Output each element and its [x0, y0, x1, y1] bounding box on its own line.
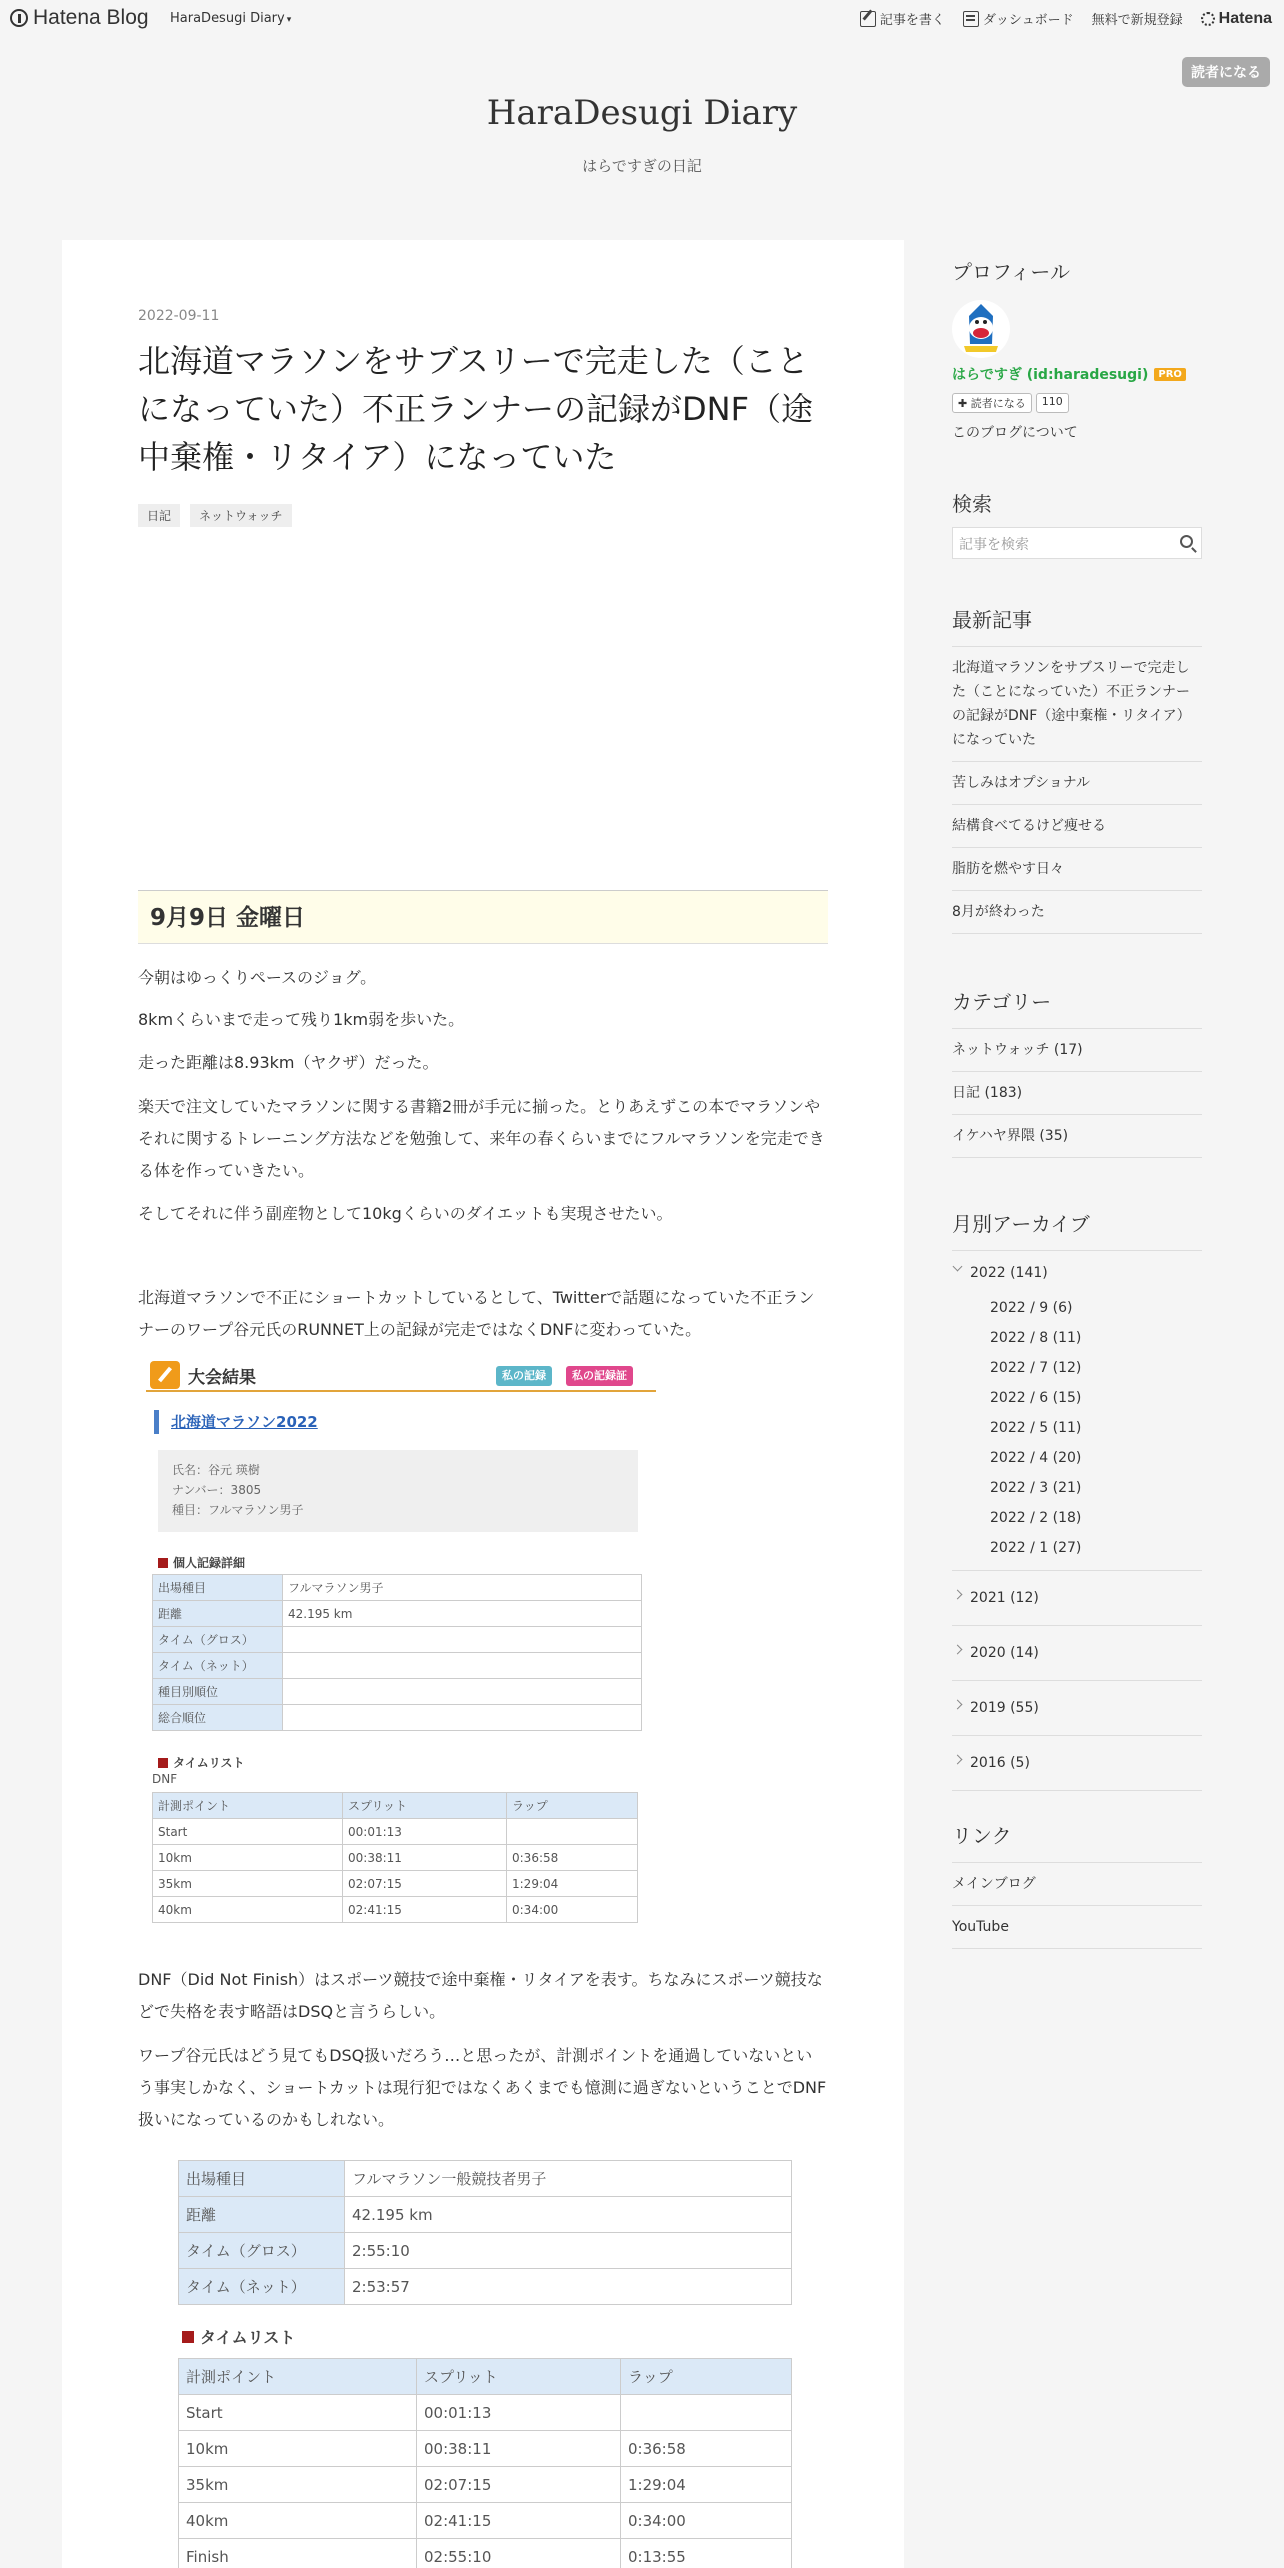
cell: 02:07:15 [343, 1871, 507, 1897]
detail-label: 総合順位 [153, 1705, 283, 1731]
category-list [952, 1028, 1202, 1158]
dashboard-icon [963, 11, 979, 27]
search-input[interactable] [952, 527, 1202, 559]
chevron-right-icon[interactable] [953, 1645, 963, 1655]
search-placeholder: 記事を検索 [959, 537, 1029, 553]
race-name: 北海道マラソン2022 [154, 1410, 318, 1434]
category-link[interactable]: ネットウォッチ (17) [952, 1028, 1202, 1071]
archive-year-link[interactable] [952, 1253, 1202, 1293]
entry-title[interactable]: 北海道マラソンをサブスリーで完走した（ことになっていた）不正ランナーの記録がDNF（途中棄権・リタイア）になっていた [138, 342, 813, 476]
detail-table [152, 1574, 642, 1731]
detail-value [283, 1627, 642, 1653]
archive-title: 月別アーカイブ [952, 1212, 1090, 1236]
cell: 00:01:13 [343, 1819, 507, 1845]
archive-month-link[interactable]: 2022 / 1 (27) [990, 1540, 1082, 1556]
archive-year-group [952, 1625, 1202, 1680]
recent-article-link[interactable]: 北海道マラソンをサブスリーで完走した（ことになっていた）不正ランナーの記録がDNF（途中棄権・リタイア）になっていた [952, 646, 1202, 761]
cell: 00:01:13 [417, 2395, 621, 2431]
paragraph: 北海道マラソンで不正にショートカットしているとして、Twitterで話題になっていた不正ランナーのワープ谷元氏のRUNNET上の記録が完走ではなくDNFに変わっていた。 [138, 1288, 815, 1339]
subscribe-button-sidebar[interactable] [952, 393, 1032, 413]
table-row [153, 1679, 642, 1705]
category-link[interactable]: 日記 (183) [952, 1071, 1202, 1114]
detail-label: タイム（グロス） [179, 2233, 345, 2269]
timelist-section-title [182, 2325, 295, 2348]
subscribe-label: 読者になる [970, 397, 1026, 410]
profile-name: はらですぎ (id:haradesugi) [952, 367, 1149, 383]
archive-year-link[interactable] [952, 1633, 1202, 1673]
diary-menu[interactable] [170, 11, 291, 26]
table-row [179, 2269, 792, 2305]
detail-label: 出場種目 [153, 1575, 283, 1601]
table-row [179, 2395, 792, 2431]
detail-label: 距離 [153, 1601, 283, 1627]
cell: 02:55:10 [417, 2539, 621, 2568]
square-bullet-icon [182, 2331, 194, 2343]
table-header-row [179, 2359, 792, 2395]
chevron-down-icon[interactable] [953, 1262, 963, 1272]
cell: 10km [179, 2431, 417, 2467]
cell: 00:38:11 [417, 2431, 621, 2467]
dashboard-label: ダッシュボード [982, 13, 1074, 28]
links-title: リンク [952, 1824, 1012, 1848]
recent-article-link[interactable]: 8月が終わった [952, 890, 1202, 934]
search-title: 検索 [952, 492, 992, 516]
write-article-link[interactable] [860, 9, 945, 28]
column-header: スプリット [343, 1793, 507, 1819]
profile-title: プロフィール [952, 260, 1070, 284]
archive-year-label: 2022 (141) [970, 1265, 1048, 1281]
detail-label: タイム（グロス） [153, 1627, 283, 1653]
day-heading: 9月9日 金曜日 [138, 890, 828, 944]
paragraph: 楽天で注文していたマラソンに関する書籍2冊が手元に揃った。とりあえずこの本でマラソンやそれに関するトレーニング方法などを勉強して、来年の春くらいまでにフルマラソンを完走できる体を作っていきたい。 [138, 1097, 825, 1180]
table-row [153, 1627, 642, 1653]
detail-label: タイム（ネット） [153, 1653, 283, 1679]
archive-year-label: 2019 (55) [970, 1700, 1039, 1716]
paragraph: 8kmくらいまで走って残り1km弱を歩いた。 [138, 1010, 465, 1029]
hatena-link[interactable] [1201, 10, 1272, 28]
profile-name-link[interactable] [952, 364, 1186, 384]
cell: 0:34:00 [621, 2503, 792, 2539]
entry-categories [138, 504, 292, 527]
record-timelist-table [178, 2358, 792, 2568]
cell: 0:36:58 [621, 2431, 792, 2467]
chevron-right-icon[interactable] [953, 1590, 963, 1600]
chevron-right-icon[interactable] [953, 1755, 963, 1765]
main-content [62, 240, 904, 2568]
detail-value: 42.195 km [345, 2197, 792, 2233]
cell [621, 2395, 792, 2431]
detail-value [283, 1653, 642, 1679]
runner-number: ナンバー：3805 [172, 1483, 262, 1497]
timelist-section-title [158, 1754, 245, 1771]
cell: 02:07:15 [417, 2467, 621, 2503]
write-article-label: 記事を書く [879, 13, 945, 28]
archive-list [952, 1250, 1202, 1791]
cell: Finish [179, 2539, 417, 2568]
cell: 00:38:11 [343, 1845, 507, 1871]
table-row [153, 1845, 638, 1871]
recent-list [952, 646, 1202, 934]
runnet-screenshot [146, 1360, 656, 1940]
subscriber-count: 110 [1036, 393, 1069, 413]
pro-badge: PRO [1154, 368, 1186, 381]
caret-down-icon: ▾ [286, 15, 292, 25]
table-row [179, 2233, 792, 2269]
cell: 0:34:00 [507, 1897, 638, 1923]
avatar-character-icon [952, 300, 1010, 358]
avatar[interactable] [952, 300, 1010, 358]
runner-event: 種目：フルマラソン男子 [172, 1503, 304, 1517]
runner-name: 氏名：谷元 瑛樹 [172, 1463, 260, 1477]
archive-year-label: 2021 (12) [970, 1590, 1039, 1606]
archive-year-label: 2020 (14) [970, 1645, 1039, 1661]
recent-article-link[interactable]: 脂肪を燃やす日々 [952, 847, 1202, 890]
signup-link[interactable]: 無料で新規登録 [1091, 13, 1183, 28]
search-icon[interactable] [1180, 535, 1193, 548]
global-header [0, 0, 1284, 37]
paragraph: そしてそれに伴う副産物として10kgくらいのダイエットも実現させたい。 [138, 1204, 673, 1223]
detail-value: フルマラソン男子 [283, 1575, 642, 1601]
cell [507, 1819, 638, 1845]
category-tag[interactable]: 日記 [138, 504, 180, 527]
about-blog-link[interactable]: このブログについて [952, 425, 1078, 441]
paragraph: 走った距離は8.93km（ヤクザ）だった。 [138, 1053, 439, 1072]
cell: 40km [179, 2503, 417, 2539]
table-header-row [153, 1793, 638, 1819]
table-row [179, 2539, 792, 2568]
runner-info [158, 1450, 638, 1532]
hatena-blog-logo-icon [10, 9, 28, 27]
cell: 02:41:15 [417, 2503, 621, 2539]
table-row [153, 1871, 638, 1897]
archive-month-link[interactable]: 2022 / 4 (20) [990, 1450, 1082, 1466]
timelist-section-label: タイムリスト [173, 1756, 245, 1770]
plus-icon: ✚ [958, 397, 971, 410]
cell: 0:13:55 [621, 2539, 792, 2568]
cell: 40km [153, 1897, 343, 1923]
archive-month-link[interactable]: 2022 / 5 (11) [990, 1420, 1082, 1436]
hatena-label: Hatena [1218, 9, 1272, 27]
table-row [179, 2197, 792, 2233]
hatena-logo-icon [1201, 12, 1215, 26]
detail-value [283, 1679, 642, 1705]
pencil-icon [150, 1361, 180, 1389]
column-header: 計測ポイント [179, 2359, 417, 2395]
table-row [179, 2503, 792, 2539]
pencil-icon [860, 11, 876, 27]
table-row [153, 1575, 642, 1601]
archive-year-link[interactable] [952, 1688, 1202, 1728]
recent-title: 最新記事 [952, 608, 1032, 632]
blog-description: はらですぎの日記 [582, 157, 702, 175]
screenshot-heading [146, 1360, 656, 1392]
hatena-blog-logo-text: Hatena Blog [33, 6, 149, 29]
table-row [153, 1601, 642, 1627]
archive-year-label: 2016 (5) [970, 1755, 1030, 1771]
column-header: ラップ [621, 2359, 792, 2395]
cell: 35km [153, 1871, 343, 1897]
detail-value: フルマラソン一般競技者男子 [345, 2161, 792, 2197]
table-row [179, 2431, 792, 2467]
cell: Start [153, 1819, 343, 1845]
cell: 35km [179, 2467, 417, 2503]
chevron-right-icon[interactable] [953, 1700, 963, 1710]
subscribe-button-top[interactable]: 読者になる [1182, 57, 1270, 87]
detail-value: 2:53:57 [345, 2269, 792, 2305]
cell: 10km [153, 1845, 343, 1871]
cell: 02:41:15 [343, 1897, 507, 1923]
archive-year-link[interactable] [952, 1578, 1202, 1618]
table-row [153, 1705, 642, 1731]
timelist-section-label: タイムリスト [200, 2328, 296, 2347]
archive-year-link[interactable] [952, 1743, 1202, 1783]
table-row [153, 1819, 638, 1845]
square-bullet-icon [158, 1558, 168, 1568]
archive-month-link[interactable]: 2022 / 8 (11) [990, 1330, 1082, 1346]
column-header: 計測ポイント [153, 1793, 343, 1819]
blog-title[interactable]: HaraDesugi Diary [486, 93, 798, 133]
link-youtube[interactable]: YouTube [952, 1905, 1202, 1949]
archive-year-group [952, 1570, 1202, 1625]
table-row [153, 1897, 638, 1923]
table-row [179, 2467, 792, 2503]
detail-label: 出場種目 [179, 2161, 345, 2197]
entry-date[interactable]: 2022-09-11 [138, 308, 220, 324]
cell: Start [179, 2395, 417, 2431]
category-title: カテゴリー [952, 990, 1052, 1014]
detail-section-title [158, 1554, 245, 1571]
archive-year-group [952, 1735, 1202, 1791]
paragraph: ワープ谷元氏はどう見てもDSQ扱いだろう…と思ったが、計測ポイントを通過していないという事実しかなく、ショートカットは現行犯ではなくあくまでも憶測に過ぎないということでDNF扱いになっているのかもしれない。 [138, 2046, 827, 2129]
category-link[interactable]: イケハヤ界隈 (35) [952, 1114, 1202, 1158]
profile-subscribe [952, 393, 1069, 413]
recent-article-link[interactable]: 苦しみはオプショナル [952, 761, 1202, 804]
detail-value [283, 1705, 642, 1731]
detail-value: 2:55:10 [345, 2233, 792, 2269]
record-detail-table [178, 2160, 792, 2305]
archive-month-link[interactable]: 2022 / 3 (21) [990, 1480, 1082, 1496]
table-row [179, 2161, 792, 2197]
paragraph: DNF（Did Not Finish）はスポーツ競技で途中棄権・リタイアを表す。ちなみにスポーツ競技などで失格を表す略語はDSQと言うらしい。 [138, 1970, 823, 2021]
recent-article-link[interactable]: 結構食べてるけど痩せる [952, 804, 1202, 847]
timelist-table [152, 1792, 638, 1923]
paragraph: 今朝はゆっくりペースのジョグ。 [138, 968, 377, 987]
detail-label: タイム（ネット） [179, 2269, 345, 2305]
detail-label: 種目別順位 [153, 1679, 283, 1705]
table-row [153, 1653, 642, 1679]
archive-year-group [952, 1250, 1202, 1570]
detail-section-label: 個人記録詳細 [173, 1556, 246, 1570]
cell: 1:29:04 [507, 1871, 638, 1897]
archive-month-link[interactable]: 2022 / 6 (15) [990, 1390, 1082, 1406]
dashboard-link[interactable] [963, 9, 1074, 28]
diary-menu-label: HaraDesugi Diary [170, 11, 285, 26]
my-record-badge: 私の記録 [496, 1366, 552, 1386]
archive-month-link[interactable]: 2022 / 7 (12) [990, 1360, 1082, 1376]
certificate-badge: 私の記録証 [566, 1366, 633, 1386]
cell: 1:29:04 [621, 2467, 792, 2503]
dnf-label: DNF [152, 1772, 178, 1786]
archive-year-group [952, 1680, 1202, 1735]
detail-label: 距離 [179, 2197, 345, 2233]
links-list [952, 1862, 1202, 1949]
detail-value: 42.195 km [283, 1601, 642, 1627]
column-header: スプリット [417, 2359, 621, 2395]
link-main-blog[interactable]: メインブログ [952, 1862, 1202, 1905]
hatena-blog-logo[interactable] [10, 6, 149, 30]
screenshot-title: 大会結果 [188, 1367, 256, 1388]
archive-month-link[interactable]: 2022 / 9 (6) [990, 1300, 1073, 1316]
square-bullet-icon [158, 1758, 168, 1768]
column-header: ラップ [507, 1793, 638, 1819]
category-tag[interactable]: ネットウォッチ [190, 504, 292, 527]
archive-month-link[interactable]: 2022 / 2 (18) [990, 1510, 1082, 1526]
cell: 0:36:58 [507, 1845, 638, 1871]
